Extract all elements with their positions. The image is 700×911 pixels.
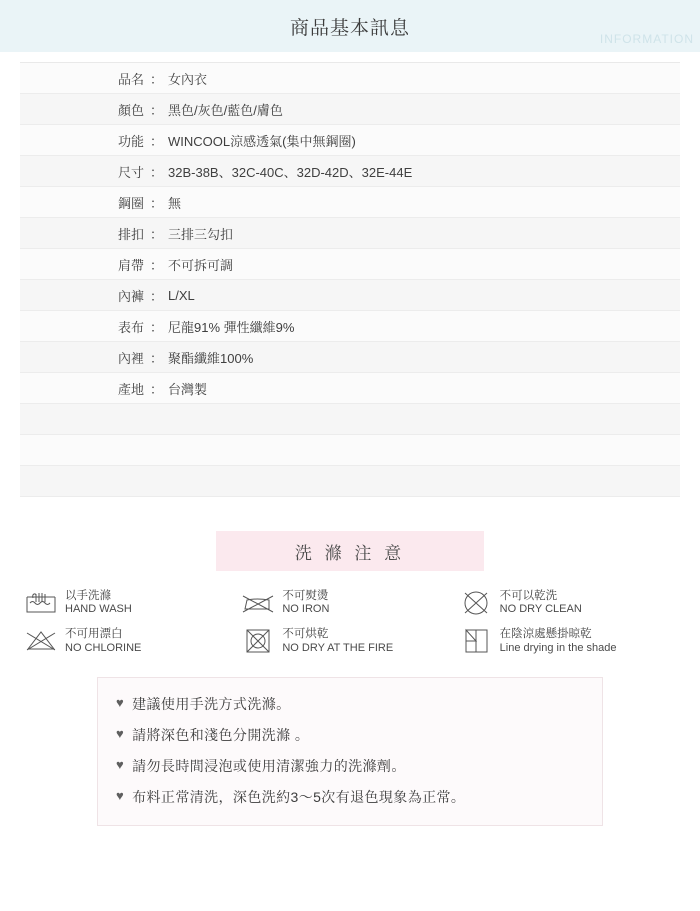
info-row-empty — [20, 404, 680, 435]
info-row-colon: ： — [150, 102, 164, 118]
wash-icon-label-en: Line drying in the shade — [499, 641, 617, 654]
wash-icon-label-en: NO CHLORINE — [65, 641, 142, 654]
wash-note-item — [116, 787, 584, 807]
info-row-colon: ： — [150, 164, 164, 180]
wash-icon-item-no-dry-clean — [459, 589, 676, 617]
wash-note-text: 布料正常清洗，深色洗約3～5次有退色現象為正常。 — [132, 789, 466, 806]
wash-icon-item-no-tumble-dry — [241, 627, 458, 655]
no-dry-clean-icon — [459, 589, 493, 617]
info-row — [20, 187, 680, 218]
info-row-colon: ： — [150, 319, 164, 335]
info-row-label: 排扣 — [117, 226, 144, 242]
info-row — [20, 125, 680, 156]
wash-icon-label — [282, 627, 393, 655]
info-row-value: 32B-38B、32C-40C、32D-42D、32E-44E — [168, 164, 413, 180]
info-row-value: 三排三勾扣 — [168, 226, 234, 242]
info-row — [20, 373, 680, 404]
wash-icon-label — [500, 627, 617, 655]
info-row-empty — [20, 435, 680, 466]
wash-icon-label-zh: 不可以乾洗 — [499, 590, 558, 602]
heart-icon: ♥ — [116, 695, 125, 711]
info-row-value: L/XL — [168, 287, 195, 303]
heart-icon: ♥ — [116, 757, 125, 773]
info-row-value: 台灣製 — [168, 381, 208, 397]
hand-wash-icon — [24, 589, 58, 617]
info-row-colon: ： — [150, 226, 164, 242]
info-row-value: 不可拆可調 — [168, 257, 234, 273]
heart-icon: ♥ — [116, 726, 125, 742]
info-row-label: 品名 — [117, 71, 144, 87]
wash-icon-label-en: NO DRY AT THE FIRE — [282, 641, 394, 654]
info-row — [20, 218, 680, 249]
info-row-label: 肩帶 — [117, 257, 144, 273]
info-row-empty — [20, 466, 680, 497]
info-row-label: 功能 — [117, 133, 144, 149]
wash-icon-label-zh: 不可用漂白 — [65, 628, 123, 641]
wash-icon-item-no-chlorine — [24, 627, 241, 655]
wash-note-text: 建議使用手洗方式洗滌。 — [132, 696, 291, 713]
wash-icon-item-no-iron — [241, 589, 458, 617]
wash-care-section — [0, 531, 700, 571]
page-subtitle: INFORMATION — [599, 32, 694, 46]
line-dry-shade-icon — [459, 627, 493, 655]
wash-icon-item-line-dry-shade — [459, 627, 676, 655]
page-title: 商品基本訊息 — [289, 17, 410, 39]
info-row-value: 無 — [168, 195, 182, 211]
wash-icon-label — [282, 589, 329, 617]
wash-icon-label-en: HAND WASH — [65, 603, 132, 616]
info-row — [20, 311, 680, 342]
wash-icon-label — [500, 589, 582, 617]
info-row-colon: ： — [150, 133, 164, 149]
no-iron-icon — [241, 589, 275, 617]
info-row-label: 內裡 — [117, 350, 144, 366]
info-row-label: 內褲 — [117, 288, 144, 304]
info-row — [20, 156, 680, 187]
wash-icon-label-zh: 不可熨燙 — [282, 590, 329, 602]
wash-icon-label — [65, 589, 132, 617]
wash-care-title: 洗 滌 注 意 — [216, 531, 484, 571]
info-row-label: 產地 — [117, 381, 144, 397]
wash-icon-label-zh: 不可烘乾 — [282, 628, 329, 641]
wash-notes-box — [97, 677, 603, 826]
wash-icon-item-hand-wash — [24, 589, 241, 617]
product-info-table — [20, 62, 680, 497]
info-row — [20, 280, 680, 311]
info-row-value: WINCOOL涼感透氣(集中無鋼圈) — [168, 133, 356, 149]
info-row-colon: ： — [150, 381, 164, 397]
info-row-value: 黑色/灰色/藍色/膚色 — [168, 102, 283, 118]
info-row-label: 顏色 — [117, 102, 144, 118]
wash-note-text: 請將深色和淺色分開洗滌 。 — [132, 727, 310, 744]
page-header — [0, 0, 700, 52]
wash-note-item — [116, 725, 584, 745]
wash-care-icon-grid — [24, 589, 676, 655]
no-tumble-dry-icon — [241, 627, 275, 655]
info-row-value: 尼龍91% 彈性纖維9% — [168, 319, 295, 335]
info-row-colon: ： — [150, 288, 164, 304]
wash-note-item — [116, 756, 584, 776]
info-row-label: 尺寸 — [117, 164, 144, 180]
wash-icon-label — [65, 627, 141, 655]
info-row-value: 女內衣 — [168, 71, 208, 87]
info-row-colon: ： — [150, 350, 164, 366]
info-row-label: 鋼圈 — [117, 195, 144, 211]
info-row-label: 表布 — [117, 319, 144, 335]
wash-icon-label-en: NO DRY CLEAN — [499, 603, 582, 616]
info-row-colon: ： — [150, 71, 164, 87]
info-row — [20, 342, 680, 373]
no-chlorine-icon — [24, 627, 58, 655]
info-row-colon: ： — [150, 257, 164, 273]
wash-icon-label-en: NO IRON — [282, 603, 330, 616]
wash-note-item — [116, 694, 584, 714]
wash-icon-label-zh: 以手洗滌 — [65, 590, 111, 602]
wash-note-text: 請勿長時間浸泡或使用清潔強力的洗滌劑。 — [132, 758, 406, 775]
info-row — [20, 63, 680, 94]
info-row — [20, 94, 680, 125]
wash-icon-label-zh: 在陰涼處懸掛晾乾 — [499, 628, 592, 641]
info-row-colon: ： — [150, 195, 164, 211]
info-row-value: 聚酯纖維100% — [168, 350, 254, 366]
info-row — [20, 249, 680, 280]
heart-icon: ♥ — [116, 788, 125, 804]
